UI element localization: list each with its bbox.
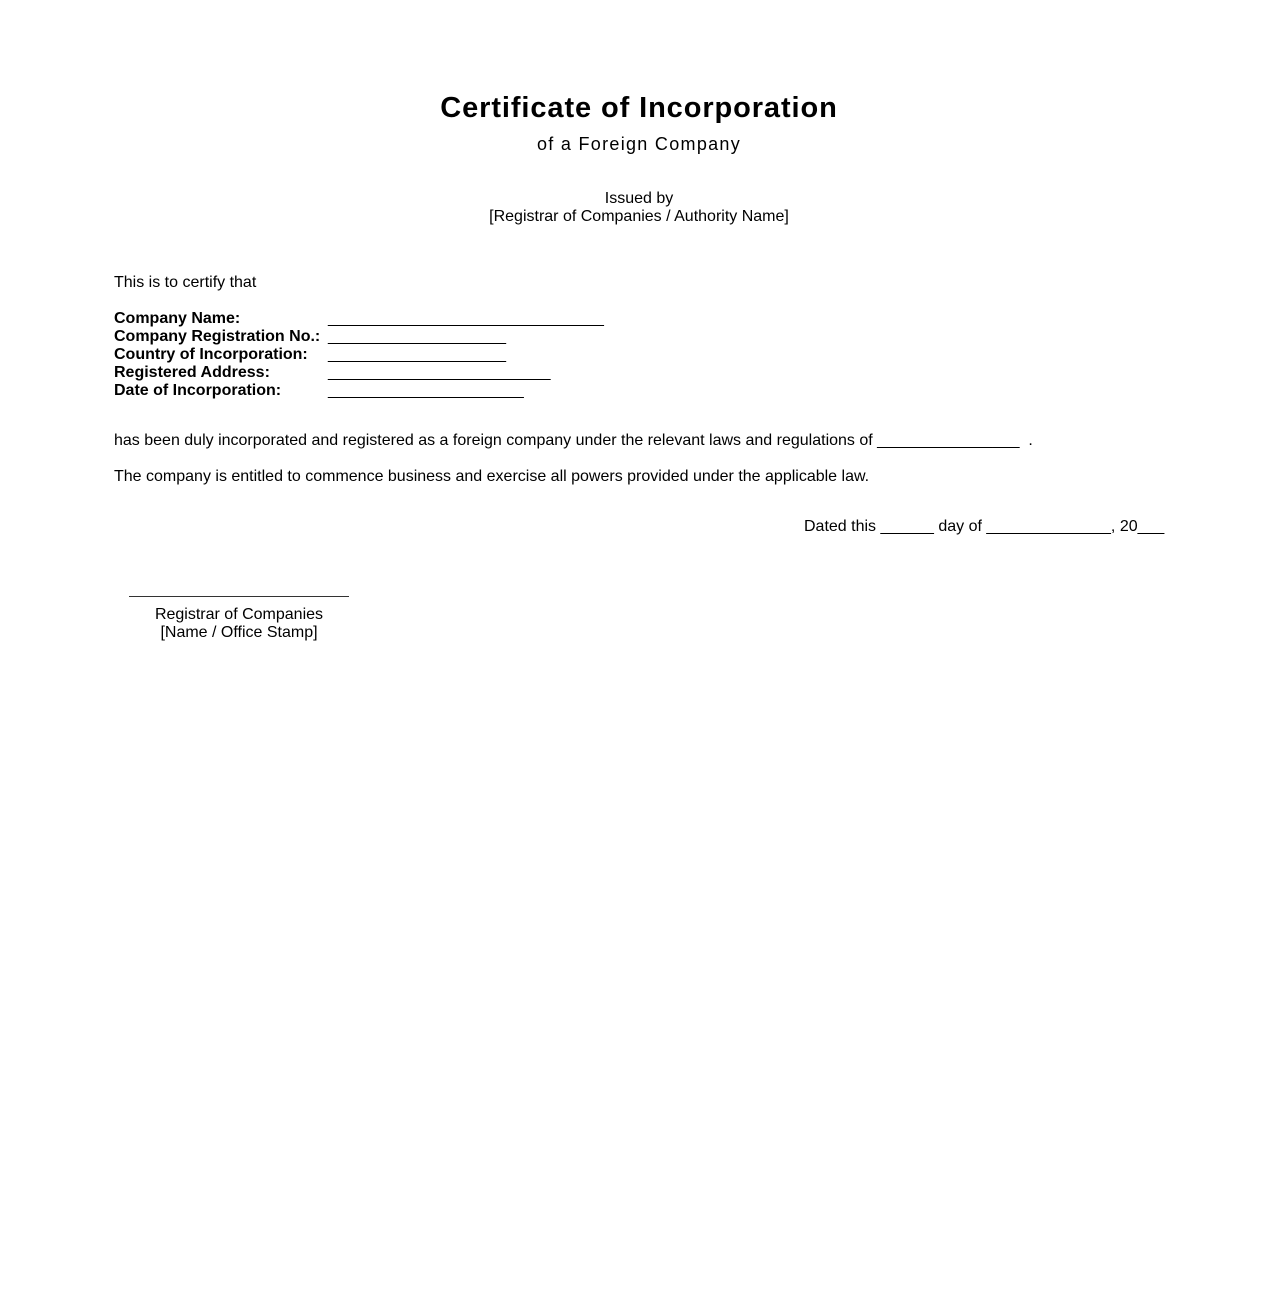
company-name-blank: _______________________________ (328, 310, 604, 327)
field-registered-address (114, 364, 604, 382)
certify-intro: This is to certify that (114, 274, 257, 291)
document-subtitle: of a Foreign Company (536, 134, 742, 154)
field-label: Country of Incorporation: (114, 346, 308, 363)
registered-address-blank: _________________________ (328, 364, 551, 381)
field-label: Company Name: (114, 310, 241, 327)
issued-by-label: Issued by (604, 190, 674, 207)
signature-line (129, 596, 349, 597)
field-company-name (114, 310, 604, 328)
entitlement-statement: The company is entitled to commence business and exercise all powers provided under the applicable law. (114, 468, 870, 485)
company-details (114, 310, 604, 400)
field-label: Date of Incorporation: (114, 382, 282, 399)
date-of-incorporation-blank: ______________________ (328, 382, 524, 399)
signatory-title: Registrar of Companies (154, 606, 324, 623)
field-label: Registered Address: (114, 364, 270, 381)
incorporation-statement: has been duly incorporated and registered as a foreign company under the relevant laws and regulations of ________________ . (114, 432, 1033, 449)
field-date-of-incorporation (114, 382, 604, 400)
registration-no-blank: ____________________ (328, 328, 506, 345)
field-registration-no (114, 328, 604, 346)
dated-line: Dated this ______ day of ______________, 20___ (804, 518, 1165, 535)
field-country (114, 346, 604, 364)
document-title: Certificate of Incorporation (440, 92, 838, 124)
signature-block (129, 596, 349, 642)
issuing-authority: [Registrar of Companies / Authority Name] (489, 208, 789, 225)
field-label: Company Registration No.: (114, 328, 321, 345)
signatory-stamp: [Name / Office Stamp] (160, 624, 318, 641)
country-blank: ____________________ (328, 346, 506, 363)
issued-by-block (0, 190, 1278, 226)
